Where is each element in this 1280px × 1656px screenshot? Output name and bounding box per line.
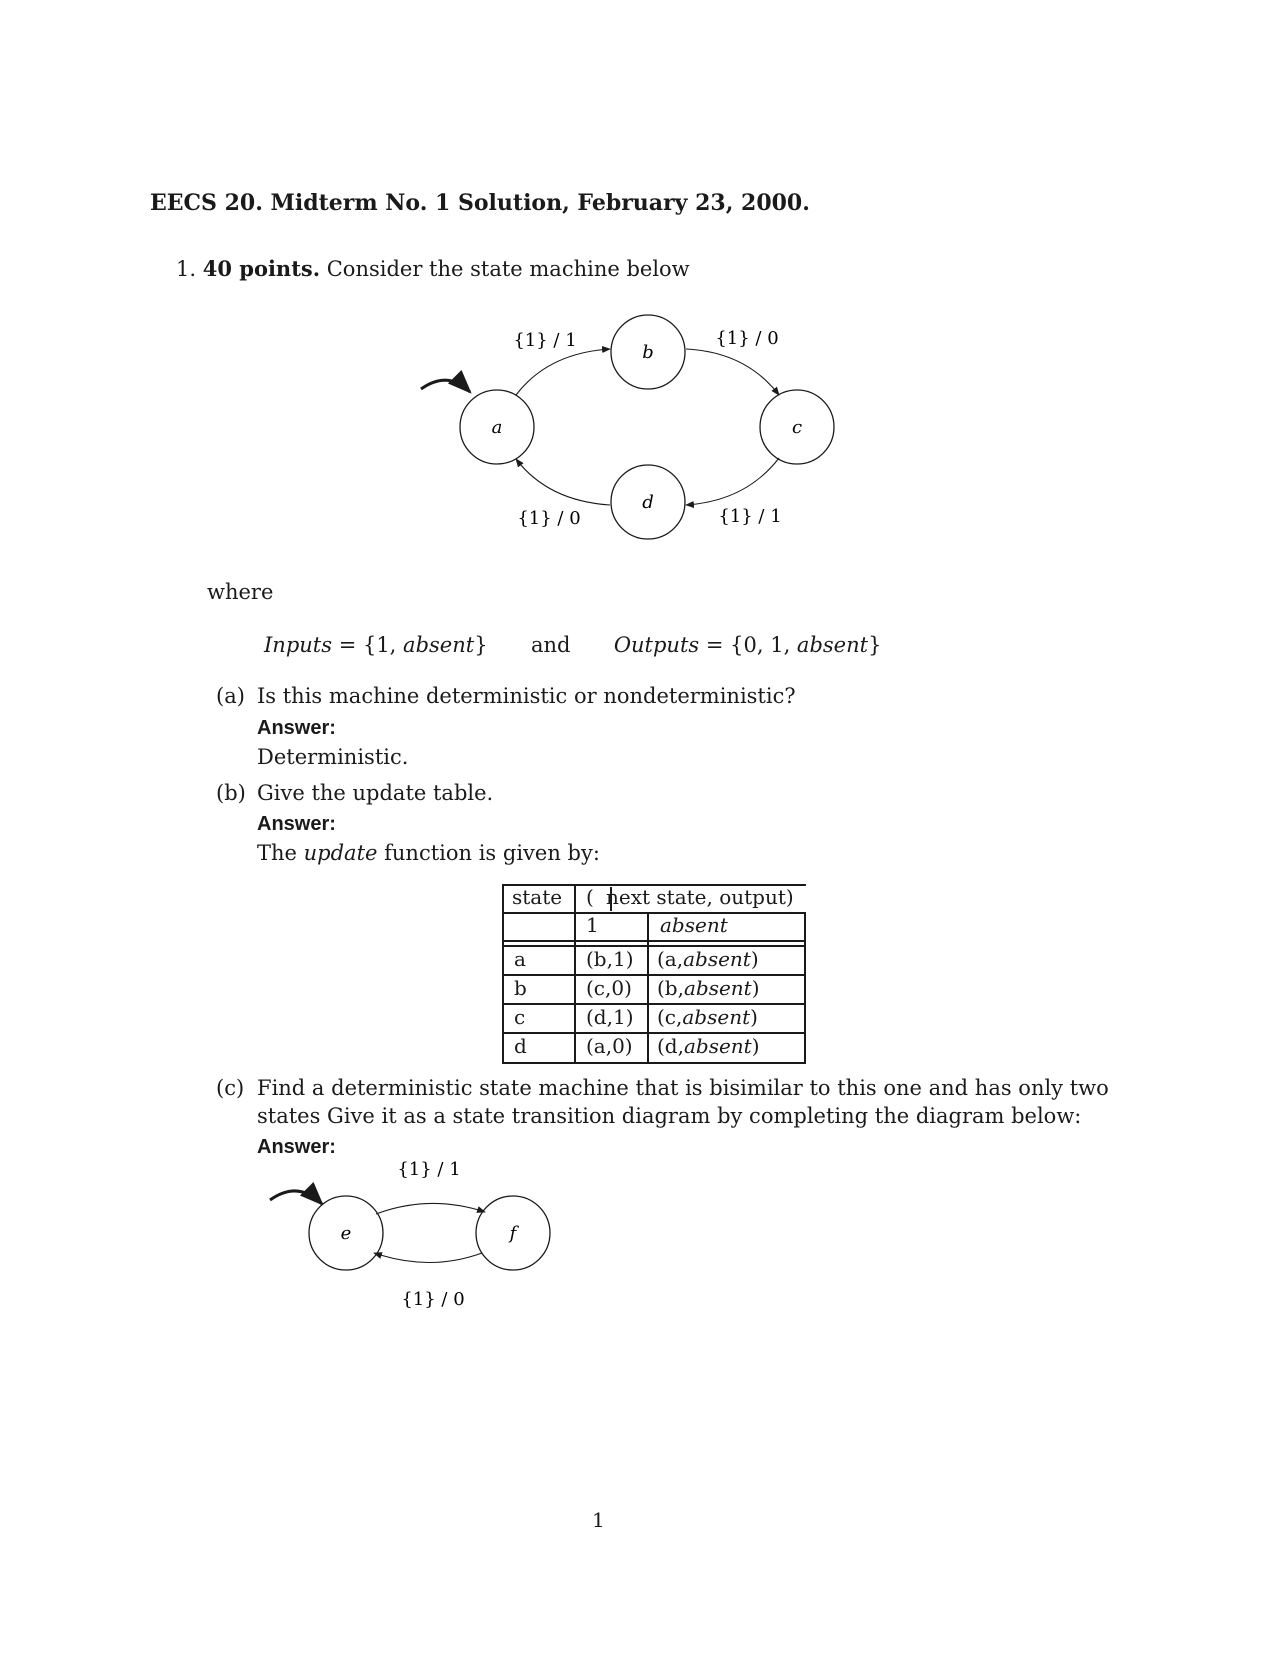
outputs-name: Outputs	[613, 633, 700, 657]
state-d-label: d	[642, 492, 654, 513]
row-c-onabsent	[657, 1005, 758, 1029]
label-e-f: {1} / 1	[397, 1159, 461, 1180]
part-c-question-line1: Find a deterministic state machine that is bisimilar to this one and has only two	[257, 1076, 1109, 1100]
row-a-state: a	[514, 947, 526, 971]
part-b-answer-italic: update	[303, 841, 378, 865]
table-rule	[502, 884, 504, 1063]
row-a-onabsent-pre: (a,	[657, 947, 684, 971]
transition-d-a	[516, 459, 610, 505]
row-b-onabsent	[657, 976, 760, 1000]
part-a-label: (a)	[216, 684, 245, 708]
subheader-absent: absent	[660, 913, 728, 937]
row-c-state: c	[514, 1005, 526, 1029]
part-b-question: Give the update table.	[257, 781, 494, 805]
update-table	[502, 884, 806, 1065]
row-d-onabsent-pre: (d,	[657, 1034, 684, 1058]
table-rule	[804, 912, 806, 1063]
row-a-onabsent-post: )	[750, 947, 759, 971]
row-b-on1: (c,0)	[586, 976, 632, 1000]
question-number: 1.	[176, 257, 197, 281]
where-text: where	[207, 580, 274, 604]
row-c-on1: (d,1)	[586, 1005, 634, 1029]
part-b-label: (b)	[216, 781, 246, 805]
inputs-absent: absent	[403, 633, 475, 657]
state-a-label: a	[491, 417, 503, 438]
row-d-onabsent-it: absent	[683, 1034, 752, 1058]
table-rule	[647, 912, 649, 1063]
initial-arrow-a	[421, 380, 470, 392]
transition-c-d	[686, 458, 779, 505]
state-c-label: c	[791, 417, 803, 438]
outputs-set: = {0, 1,	[699, 633, 797, 657]
label-a-b: {1} / 1	[513, 330, 577, 351]
label-d-a: {1} / 0	[517, 508, 581, 529]
and-text: and	[530, 633, 571, 657]
label-f-e: {1} / 0	[401, 1289, 465, 1310]
state-e-label: e	[340, 1223, 352, 1244]
row-c-onabsent-it: absent	[682, 1005, 751, 1029]
question-points: 40 points.	[202, 256, 321, 281]
label-b-c: {1} / 0	[715, 328, 779, 349]
state-a	[460, 390, 534, 464]
subheader-1: 1	[586, 913, 599, 937]
io-equation	[264, 633, 881, 657]
state-c	[760, 390, 834, 464]
table-rule	[502, 1003, 806, 1005]
row-b-state: b	[514, 976, 527, 1000]
label-c-d: {1} / 1	[718, 506, 782, 527]
col-next-open: (	[586, 885, 594, 909]
state-d	[611, 465, 685, 539]
table-rule	[502, 940, 806, 942]
part-c-question-line2: states Give it as a state transition diagram by completing the diagram below:	[257, 1104, 1082, 1128]
row-a-on1: (b,1)	[586, 947, 634, 971]
row-d-on1: (a,0)	[586, 1034, 633, 1058]
row-c-onabsent-pre: (c,	[657, 1005, 683, 1029]
part-a-answer: Deterministic.	[257, 745, 409, 769]
inputs-set: = {1,	[332, 633, 404, 657]
initial-arrow-e	[270, 1191, 322, 1204]
row-b-onabsent-it: absent	[683, 976, 752, 1000]
part-b-answer-prefix: The	[257, 841, 304, 865]
state-b-label: b	[642, 342, 654, 363]
state-e	[309, 1196, 383, 1270]
part-c-answer-label: Answer:	[257, 1136, 336, 1158]
part-b-answer-suffix: function is given by:	[377, 841, 600, 865]
col-next-header: next state, output)	[606, 885, 794, 909]
page-title: EECS 20. Midterm No. 1 Solution, February 23, 2000.	[150, 190, 810, 216]
col-state-header: state	[512, 885, 563, 909]
state-b	[611, 315, 685, 389]
transition-a-b	[516, 349, 610, 395]
table-rule	[502, 1032, 806, 1034]
outputs-close: }	[868, 633, 882, 657]
row-d-onabsent-post: )	[751, 1034, 760, 1058]
inputs-name: Inputs	[264, 633, 333, 657]
outputs-absent: absent	[796, 633, 869, 657]
part-b-answer	[257, 841, 600, 865]
table-rule	[574, 884, 576, 1063]
part-c-label: (c)	[216, 1076, 245, 1100]
row-b-onabsent-post: )	[751, 976, 760, 1000]
question-prompt: Consider the state machine below	[326, 257, 690, 281]
inputs-close: }	[474, 633, 488, 657]
table-rule	[502, 912, 806, 914]
part-a-answer-label: Answer:	[257, 717, 336, 739]
row-a-onabsent-it: absent	[683, 947, 751, 971]
transition-f-e	[374, 1253, 482, 1263]
row-d-onabsent	[657, 1034, 760, 1058]
table-rule	[502, 974, 806, 976]
state-f	[476, 1196, 550, 1270]
page-number: 1	[592, 1508, 605, 1532]
row-d-state: d	[514, 1034, 527, 1058]
part-b-answer-label: Answer:	[257, 813, 336, 835]
state-f-label: f	[509, 1223, 517, 1244]
table-rule	[502, 1062, 806, 1064]
row-a-onabsent	[657, 947, 759, 971]
transition-b-c	[686, 349, 779, 395]
row-b-onabsent-pre: (b,	[657, 976, 684, 1000]
part-a-question: Is this machine deterministic or nondeterministic?	[257, 684, 796, 708]
transition-e-f	[376, 1203, 485, 1214]
row-c-onabsent-post: )	[750, 1005, 758, 1029]
table-rule	[502, 945, 806, 947]
